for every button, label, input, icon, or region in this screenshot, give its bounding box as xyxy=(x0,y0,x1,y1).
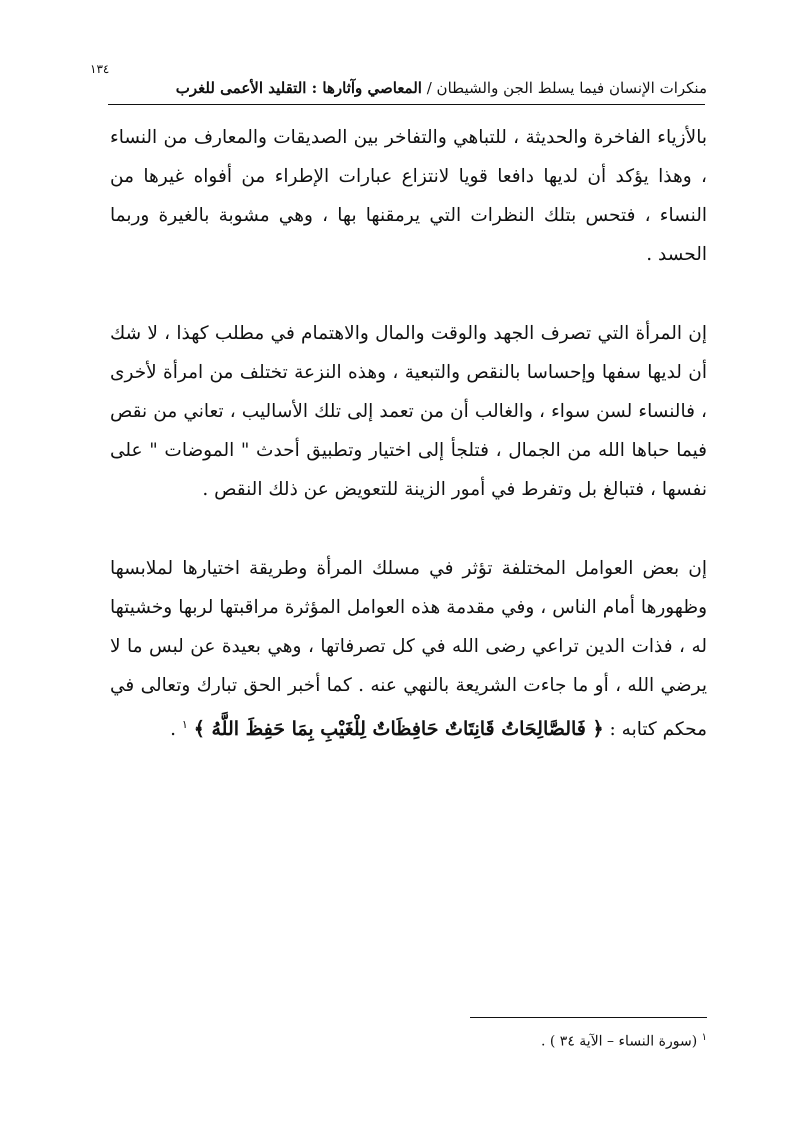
footnote-text: (سورة النساء – الآية ٣٤ ) . xyxy=(540,1033,698,1050)
header-book-title: منكرات الإنسان فيما يسلط الجن والشيطان / xyxy=(421,79,707,97)
paragraph-3-text: إن بعض العوامل المختلفة تؤثر في مسلك المرأة وطريقة اختيارها لملابسها وظهورها أمام الناس ، وفي مقدمة هذه العوامل المؤثرة مراقبتها لربها وخشيتها له ، فذات الدين تراعي رضى الله في كل تصرفاتها ، وهي بعيدة عن لبس ما لا يرضي الله ، أو ما جاءت الشريعة بالنهي عنه . كما أخبر الحق تبارك وتعالى في محكم كتابه : xyxy=(110,558,707,741)
paragraph-3 xyxy=(110,549,707,749)
running-header xyxy=(160,78,707,98)
paragraph-2: إن المرأة التي تصرف الجهد والوقت والمال والاهتمام في مطلب كهذا ، لا شك أن لديها سفها وإحساسا بالنقص والتبعية ، وهذه النزعة تختلف من امرأة لأخرى ، فالنساء لسن سواء ، والغالب أن من تعمد إلى تلك الأساليب ، تعاني من نقص فيما حباها الله من الجمال ، فتلجأ إلى اختيار وتطبيق أحدث " الموضات " على نفسها ، فتبالغ بل وتفرط في أمور الزينة للتعويض عن ذلك النقص . xyxy=(110,323,707,500)
footnote-divider xyxy=(470,1017,707,1018)
header-divider xyxy=(108,104,705,105)
paragraph-1: بالأزياء الفاخرة والحديثة ، للتباهي والتفاخر بين الصديقات والمعارف من النساء ، وهذا يؤكد أن لديها دافعا قويا لانتزاع عبارات الإطراء من أفواه غيرها من النساء ، فتحس بتلك النظرات التي يرمقنها بها ، وهي مشوبة بالغيرة وربما الحسد . xyxy=(110,127,707,265)
footnote-reference[interactable]: ١ xyxy=(181,718,188,731)
header-chapter-title: المعاصي وآثارها : التقليد الأعمى للغرب xyxy=(175,79,422,97)
quran-verse: ﴿ فَالصَّالِحَاتُ قَانِتَاتٌ حَافِظَاتٌ لِلْغَيْبِ بِمَا حَفِظَ اللَّهُ ﴾ xyxy=(193,718,604,741)
page-number: ١٣٤ xyxy=(90,62,110,76)
paragraph-3-end: . xyxy=(170,719,177,741)
footnote-marker: ١ xyxy=(701,1032,707,1043)
main-text xyxy=(110,118,707,749)
footnote xyxy=(541,1028,707,1052)
